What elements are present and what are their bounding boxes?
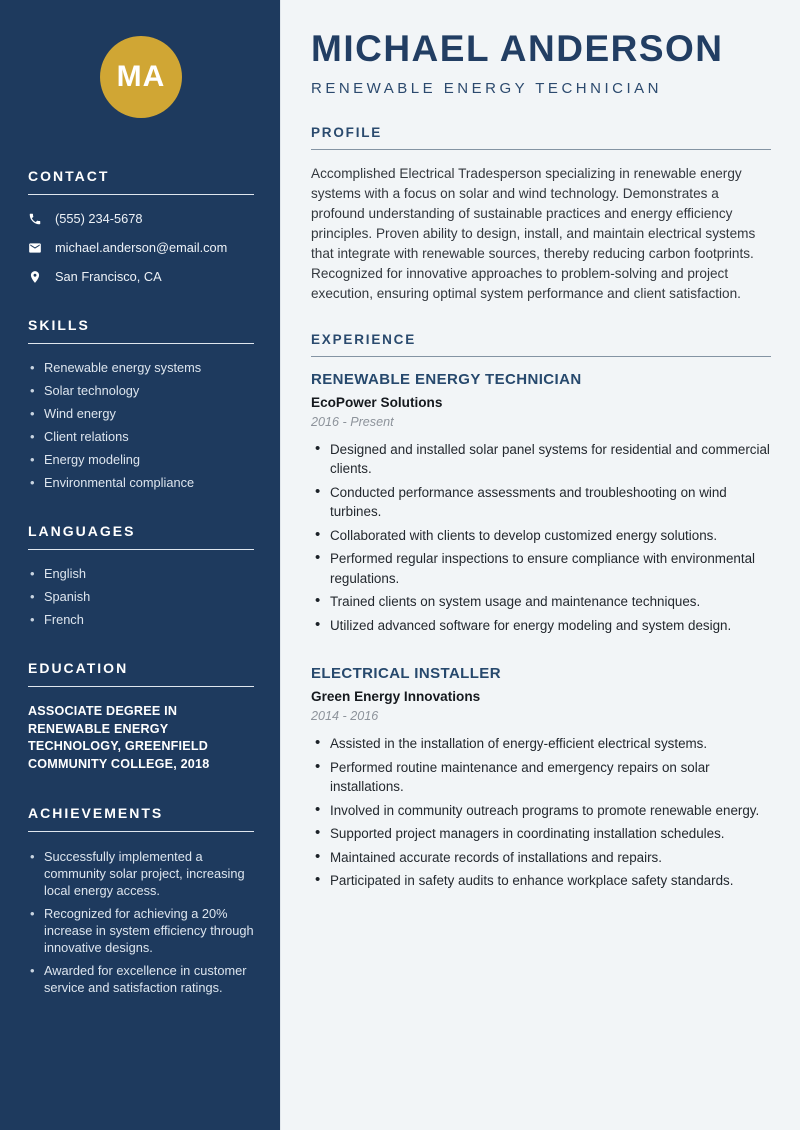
avatar-wrap	[28, 36, 254, 118]
contact-location-row	[28, 269, 254, 285]
job-title: RENEWABLE ENERGY TECHNICIAN	[311, 370, 582, 388]
skills-heading: SKILLS	[28, 317, 90, 333]
job-title: ELECTRICAL INSTALLER	[311, 665, 501, 683]
experience-section	[311, 332, 771, 891]
achievement-item: • Awarded for excellence in customer service and satisfaction ratings.	[28, 962, 254, 996]
job-entry	[311, 665, 771, 891]
contact-phone-row	[28, 211, 254, 227]
languages-section	[28, 523, 254, 628]
job-bullet: • Performed regular inspections to ensure compliance with environmental regulations.	[311, 549, 771, 588]
skill-item: • Solar technology	[28, 383, 254, 399]
job-bullet: • Assisted in the installation of energy-efficient electrical systems.	[311, 734, 771, 754]
location-pin-icon	[28, 270, 42, 284]
languages-divider	[28, 549, 254, 550]
job-bullet: • Utilized advanced software for energy modeling and system design.	[311, 616, 771, 636]
skill-item: • Wind energy	[28, 406, 254, 422]
job-company: EcoPower Solutions	[311, 394, 443, 410]
education-divider	[28, 686, 254, 687]
achievement-item: • Successfully implemented a community solar project, increasing local energy access.	[28, 848, 254, 899]
job-bullet: • Maintained accurate records of installations and repairs.	[311, 848, 771, 868]
job-dates: 2014 - 2016	[311, 709, 379, 724]
job-bullets	[311, 734, 771, 891]
contact-section	[28, 168, 254, 285]
main-column	[280, 0, 800, 1130]
job-bullet: • Involved in community outreach programs to promote renewable energy.	[311, 801, 771, 821]
avatar	[100, 36, 182, 118]
skills-list	[28, 360, 254, 491]
skill-item: • Energy modeling	[28, 452, 254, 468]
languages-heading: LANGUAGES	[28, 523, 136, 539]
achievements-list	[28, 848, 254, 996]
achievements-section	[28, 805, 254, 996]
job-bullet: • Designed and installed solar panel systems for residential and commercial clients.	[311, 440, 771, 479]
job-bullets	[311, 440, 771, 636]
profile-heading: PROFILE	[311, 124, 383, 140]
job-dates: 2016 - Present	[311, 414, 394, 429]
education-text: ASSOCIATE DEGREE IN RENEWABLE ENERGY TECHNOLOGY, GREENFIELD COMMUNITY COLLEGE, 2018	[28, 704, 210, 771]
skill-item: • Environmental compliance	[28, 475, 254, 491]
job-entry	[311, 371, 771, 636]
contact-location-value: San Francisco, CA	[55, 269, 162, 284]
job-bullet: • Participated in safety audits to enhance workplace safety standards.	[311, 871, 771, 891]
language-item: • Spanish	[28, 589, 254, 605]
contact-heading: CONTACT	[28, 168, 110, 184]
achievements-heading: ACHIEVEMENTS	[28, 805, 164, 821]
email-icon	[28, 241, 42, 255]
experience-heading: EXPERIENCE	[311, 331, 417, 347]
profile-section	[311, 125, 771, 304]
candidate-title: RENEWABLE ENERGY TECHNICIAN	[311, 79, 662, 97]
language-item: • English	[28, 566, 254, 582]
education-heading: EDUCATION	[28, 660, 129, 676]
achievement-item: • Recognized for achieving a 20% increase in system efficiency through innovative designs.	[28, 905, 254, 956]
achievements-divider	[28, 831, 254, 832]
phone-icon	[28, 212, 42, 226]
skill-item: • Renewable energy systems	[28, 360, 254, 376]
skills-section	[28, 317, 254, 491]
sidebar	[0, 0, 280, 1130]
language-item: • French	[28, 612, 254, 628]
candidate-name: MICHAEL ANDERSON	[311, 28, 724, 69]
skill-item: • Client relations	[28, 429, 254, 445]
education-section	[28, 660, 254, 773]
job-company: Green Energy Innovations	[311, 689, 481, 705]
contact-email-row	[28, 240, 254, 256]
experience-divider	[311, 356, 771, 357]
job-bullet: • Performed routine maintenance and emergency repairs on solar installations.	[311, 758, 771, 797]
contact-phone-value: (555) 234-5678	[55, 211, 143, 226]
job-bullet: • Trained clients on system usage and maintenance techniques.	[311, 592, 771, 612]
job-bullet: • Collaborated with clients to develop customized energy solutions.	[311, 526, 771, 546]
avatar-initials: MA	[116, 60, 166, 93]
job-bullet: • Conducted performance assessments and troubleshooting on wind turbines.	[311, 483, 771, 522]
contact-divider	[28, 194, 254, 195]
profile-text: Accomplished Electrical Tradesperson specializing in renewable energy systems with a focus on solar and wind technology. Demonstrates a profound understanding of sustainable practices and energy efficiency principles. Proven ability to design, install, and maintain electrical systems that integrate with renewable sources, thereby reducing carbon footprints. Recognized for innovative approaches to problem-solving and project execution, ensuring optimal system performance and client satisfaction.	[311, 165, 756, 301]
profile-divider	[311, 149, 771, 150]
skills-divider	[28, 343, 254, 344]
languages-list	[28, 566, 254, 628]
job-bullet: • Supported project managers in coordinating installation schedules.	[311, 824, 771, 844]
contact-email-value: michael.anderson@email.com	[55, 240, 228, 255]
